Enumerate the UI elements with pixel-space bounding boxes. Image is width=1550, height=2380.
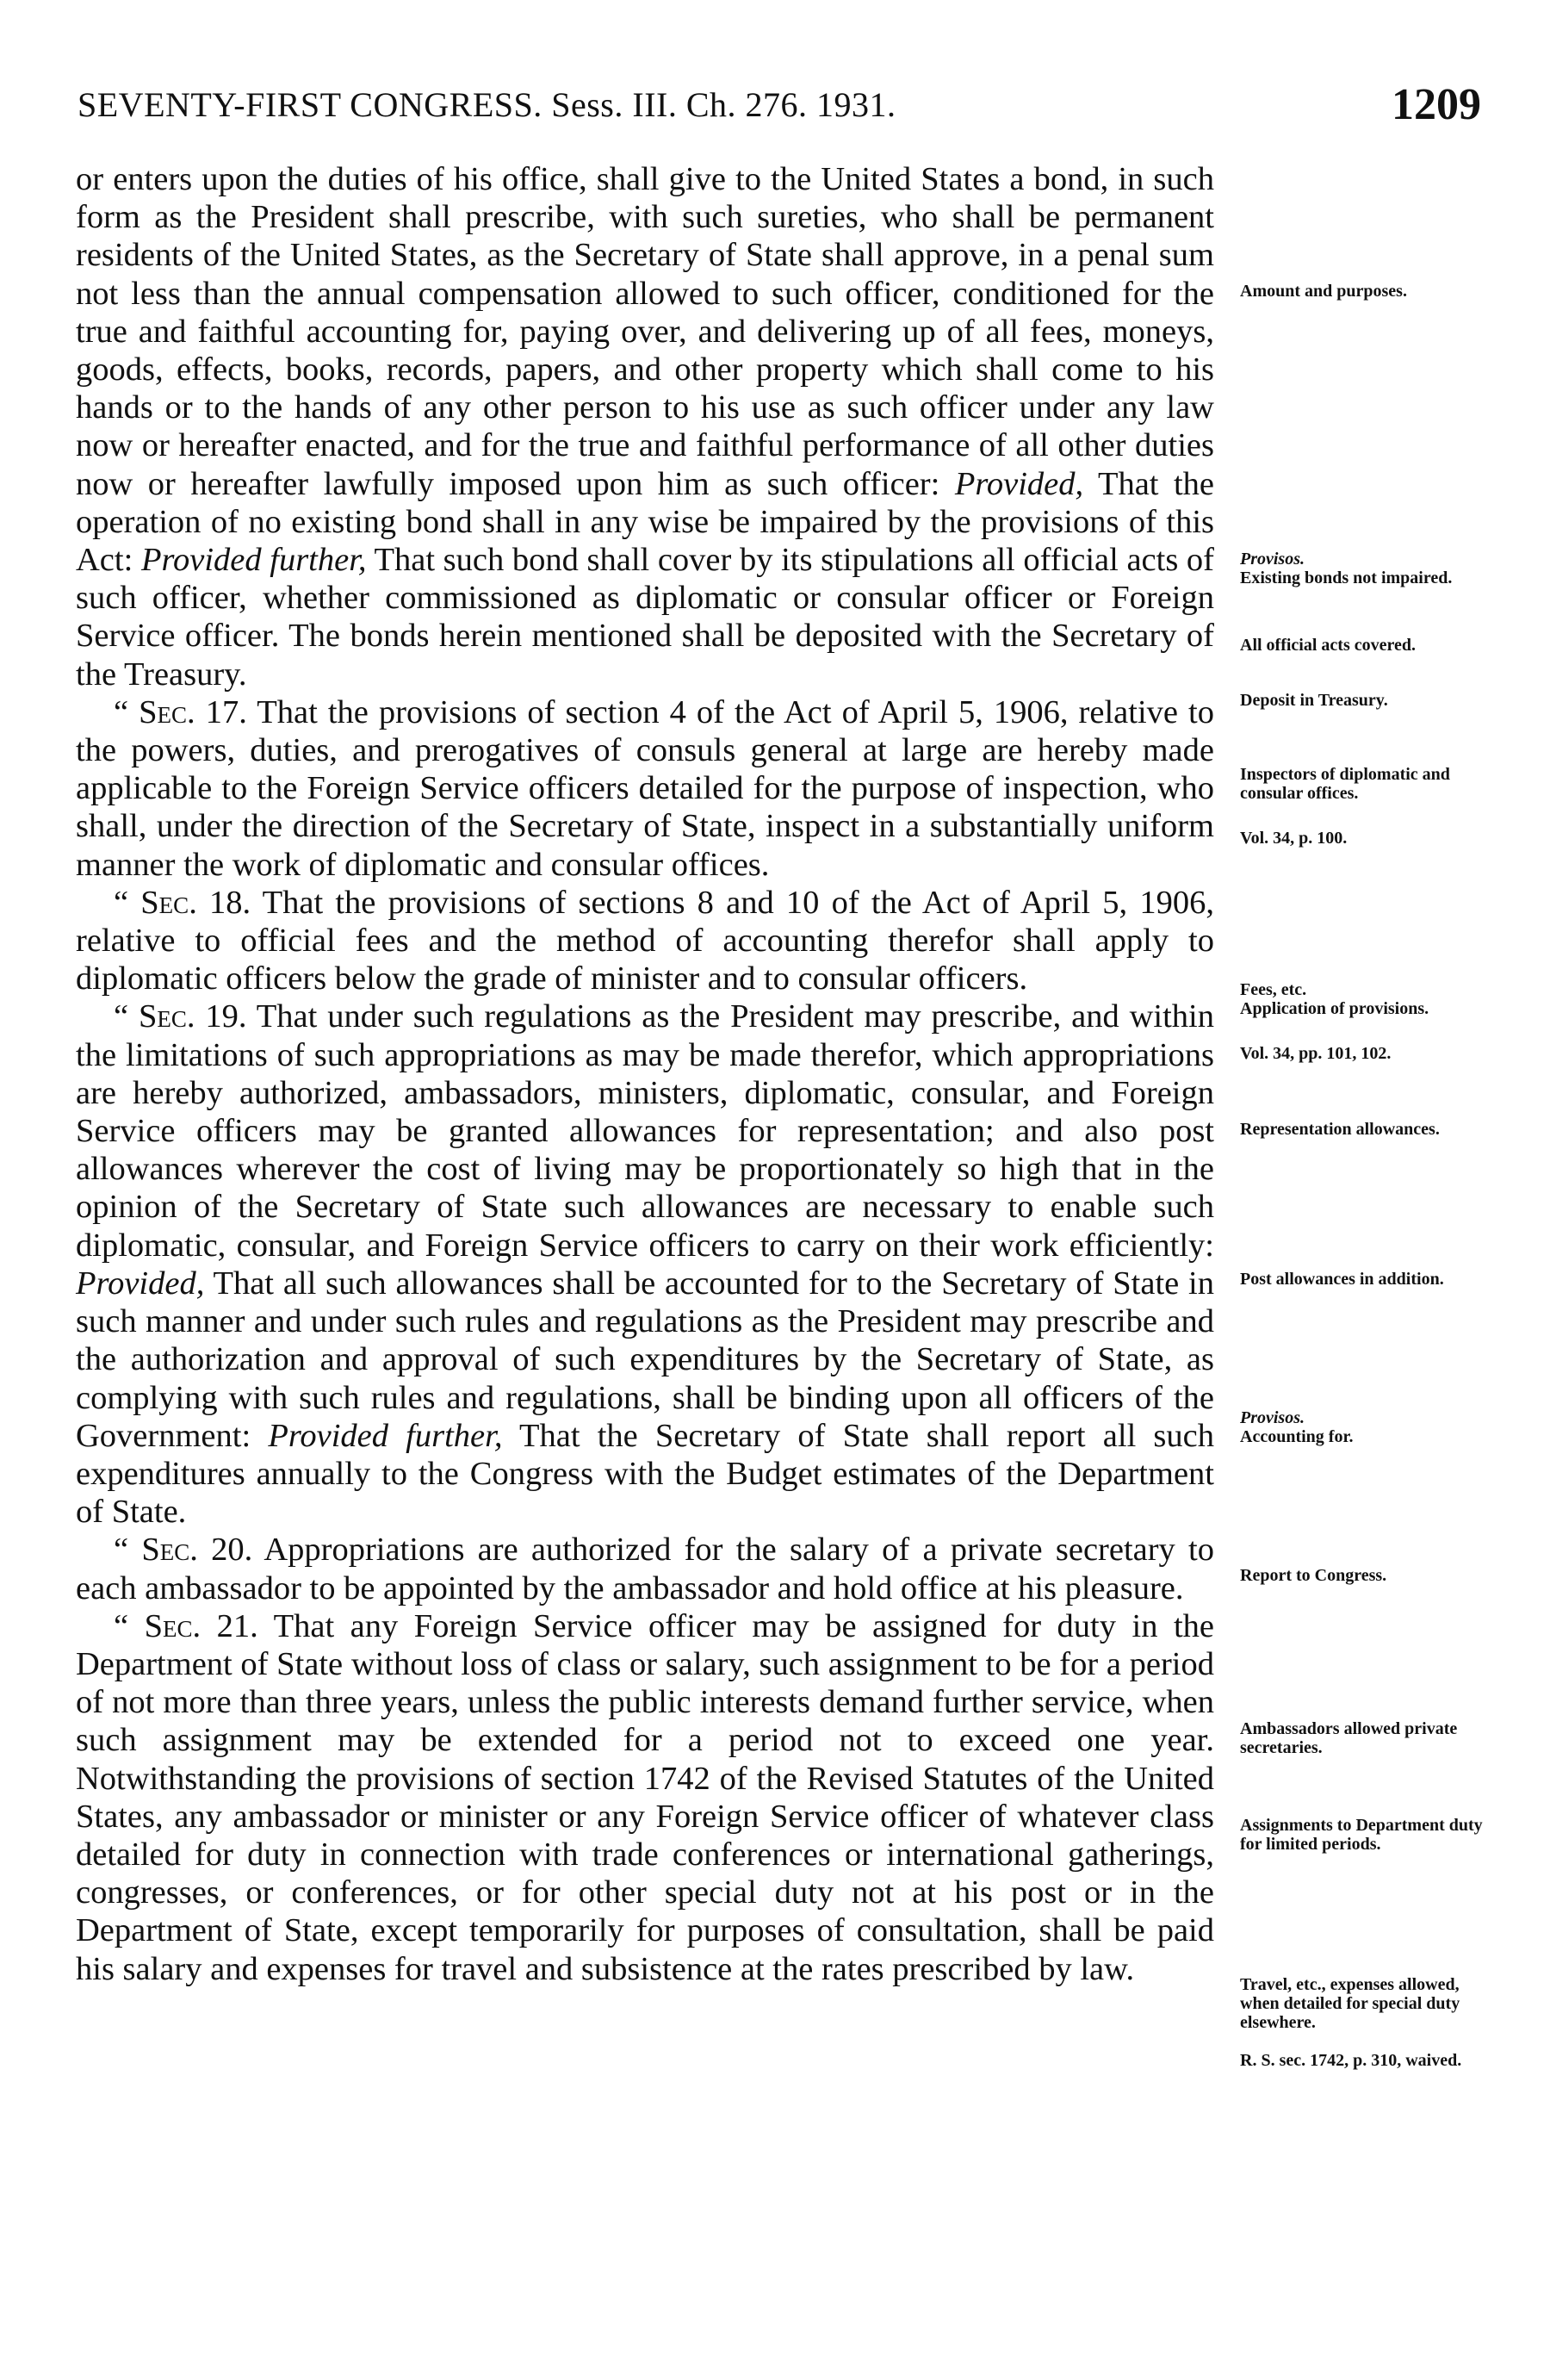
margin-note-provisos-2: [1240, 1408, 1490, 1427]
body-text: [76, 160, 1214, 1988]
proviso-label: Provided,: [954, 465, 1084, 502]
margin-note-amount-purposes: Amount and purposes.: [1240, 282, 1407, 301]
section-21: [76, 1607, 1214, 1988]
section-17-text: That the provisions of section 4 of the Act of April 5, 1906, relative to the powers, duties, and prerogatives of consuls general at large are hereby made applicable to the Foreign Service officers detailed for the purpose of inspection, who shall, under the direction of the Secretary of State, inspect in a substantially uniform manner the work of diplomatic and consular offices.: [76, 693, 1214, 883]
section-19-proviso: Provided,: [76, 1265, 205, 1302]
section-20: [76, 1531, 1214, 1606]
section-18-label: “ Sec. 18.: [114, 884, 251, 921]
margin-note-vol34-pp: Vol. 34, pp. 101, 102.: [1240, 1044, 1392, 1063]
margin-note-existing-bonds: Existing bonds not impaired.: [1240, 569, 1453, 587]
running-head-title: SEVENTY-FIRST CONGRESS. Sess. III. Ch. 276. 1931.: [78, 85, 896, 124]
bond-text-c: That such bond shall cover by its stipulations all official acts of such officer, whether commissioned as diplomatic or consular officer or Foreign Service officer. The bonds herein mentioned shall be deposited with the Secretary of the Treasury.: [76, 542, 1215, 693]
margin-note-provisos: [1240, 550, 1490, 569]
margin-note-fees-etc: Fees, etc.: [1240, 980, 1307, 999]
margin-note-inspectors: Inspectors of diplomatic and consular offices.: [1240, 765, 1450, 803]
margin-note-deposit-treasury: Deposit in Treasury.: [1240, 691, 1388, 710]
margin-note-rs-sec1742: R. S. sec. 1742, p. 310, waived.: [1240, 2051, 1462, 2070]
margin-note-travel-expenses: Travel, etc., expenses allowed, when detailed for special duty elsewhere.: [1240, 1975, 1460, 2032]
page-number: 1209: [1392, 80, 1481, 129]
margin-note-provisos-2-label: Provisos.: [1240, 1408, 1305, 1427]
section-19: [76, 997, 1214, 1531]
section-17-label: “ Sec. 17.: [114, 693, 247, 730]
margin-note-application: Application of provisions.: [1240, 999, 1429, 1018]
margin-note-vol34-p100: Vol. 34, p. 100.: [1240, 829, 1348, 848]
margin-note-representation: Representation allowances.: [1240, 1120, 1440, 1139]
section-18-text: That the provisions of sections 8 and 10 of the Act of April 5, 1906, relative to official fees and the method of accounting therefor shall apply to diplomatic officers below the grade of minister and to consular officers.: [76, 884, 1214, 997]
section-21-text: That any Foreign Service officer may be assigned for duty in the Department of State without loss of class or salary, such assignment to be for a period of not more than three years, unless the public interests demand further service, when such assignment may be extended for a period not to exceed one year. Notwithstanding the provisions of section 1742 of the Revised Statutes of the United States, any ambassador or minister or any Foreign Service officer of whatever class detailed for duty in connection with trade conferences or international gatherings, congresses, or conferences, or for other special duty not at his post or in the Department of State, except temporarily for purposes of consultation, shall be paid his salary and expenses for travel and subsistence at the rates prescribed by law.: [76, 1607, 1214, 1987]
section-18: [76, 884, 1214, 998]
margin-note-report-congress: Report to Congress.: [1240, 1566, 1387, 1585]
margin-note-accounting-for: Accounting for.: [1240, 1427, 1354, 1446]
margin-note-provisos-label: Provisos.: [1240, 550, 1305, 569]
proviso-further-label: Provided further,: [140, 542, 367, 579]
margin-note-post-allowances: Post allowances in addition.: [1240, 1270, 1444, 1289]
bond-text-b: That the operation of no existing bond shall in any wise be impaired by the provisions of this Act:: [76, 465, 1215, 579]
section-20-text: Appropriations are authorized for the salary of a private secretary to each ambassador to be appointed by the ambassador and hold office at his pleasure.: [76, 1532, 1214, 1606]
section-19-text-a: That under such regulations as the President may prescribe, and within the limitations of such appropriations as may be made therefor, which appropriations are hereby authorized, ambassadors, ministers, diplomatic, consular, and Foreign Service officers may be granted allowances for representation; and also post allowances wherever the cost of living may be proportionately so high that in the opinion of the Secretary of State such allowances are necessary to enable such diplomatic, consular, and Foreign Service officers to carry on their work efficiently:: [76, 998, 1215, 1264]
section-21-label: “ Sec. 21.: [114, 1607, 258, 1644]
section-19-text-b: That all such allowances shall be accounted for to the Secretary of State in such manner and under such rules and regulations as the President may prescribe and the authorization and approval of such expenditures by the Secretary of State, as complying with such rules and regulations, shall be binding upon all officers of the Government:: [76, 1265, 1214, 1454]
running-header: [78, 80, 1481, 136]
section-20-label: “ Sec. 20.: [114, 1532, 253, 1569]
section-19-text-c: That the Secretary of State shall report all such expenditures annually to the Congress with the Budget estimates of the Department of State.: [76, 1417, 1215, 1531]
section-17: [76, 693, 1214, 884]
margin-note-assignments: Assignments to Department duty for limited periods.: [1240, 1816, 1483, 1854]
margin-note-official-acts: All official acts covered.: [1240, 636, 1417, 655]
bond-paragraph: [76, 160, 1214, 693]
section-19-proviso-further: Provided further,: [268, 1417, 503, 1454]
margin-note-ambassadors-secretaries: Ambassadors allowed private secretaries.: [1240, 1719, 1458, 1757]
section-19-label: “ Sec. 19.: [114, 998, 247, 1035]
bond-text-a: or enters upon the duties of his office, shall give to the United States a bond, in such form as the President shall prescribe, with such sureties, who shall be permanent residents of the United States, as the Secretary of State shall approve, in a penal sum not less than the annual compensation allowed to such officer, conditioned for the true and faithful accounting for, paying over, and delivering up of all fees, moneys, goods, effects, books, records, papers, and other property which shall come to his hands or to the hands of any other person to his use as such officer under any law now or hereafter enacted, and for the true and faithful performance of all other duties now or hereafter lawfully imposed upon him as such officer:: [76, 161, 1214, 502]
